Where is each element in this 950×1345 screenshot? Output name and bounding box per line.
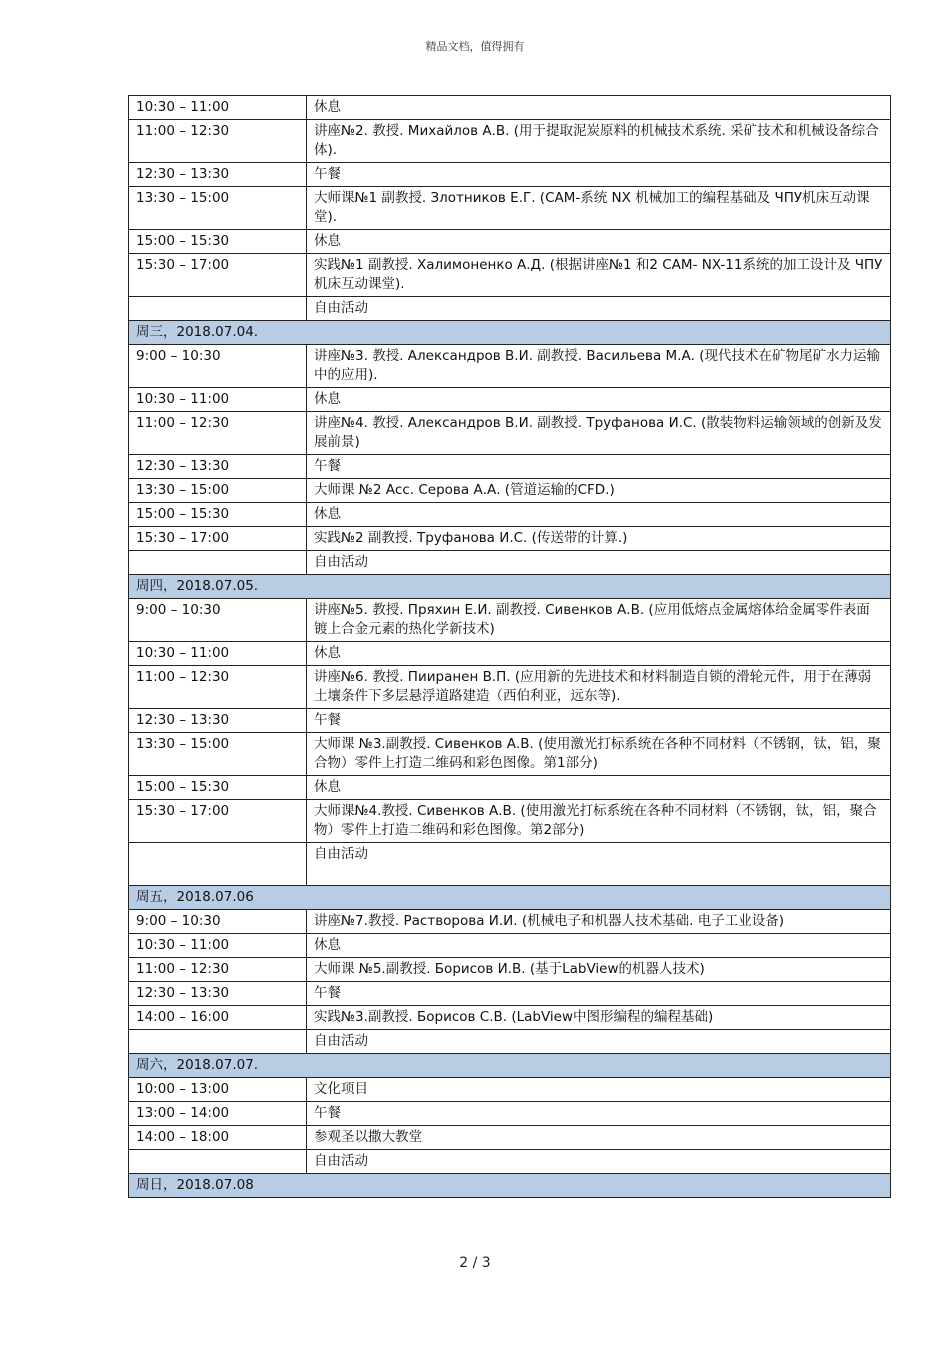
schedule-row xyxy=(129,843,891,886)
day-header-row xyxy=(129,575,891,599)
time-cell: 13:30 – 15:00 xyxy=(129,733,307,776)
activity-cell: 大师课 №3.副教授. Сивенков А.В. (使用激光打标系统在各种不同材料（不锈钢，钛，铝，聚合物）零件上打造二维码和彩色图像。第1部分) xyxy=(307,733,891,776)
schedule-row xyxy=(129,96,891,120)
schedule-row xyxy=(129,163,891,187)
time-cell: 15:00 – 15:30 xyxy=(129,230,307,254)
schedule-table xyxy=(128,95,891,1198)
schedule-row xyxy=(129,642,891,666)
activity-cell: 休息 xyxy=(307,934,891,958)
schedule-row xyxy=(129,982,891,1006)
day-label: 周五，2018.07.06 xyxy=(129,886,891,910)
activity-cell: 午餐 xyxy=(307,455,891,479)
day-header-row xyxy=(129,321,891,345)
time-cell: 15:00 – 15:30 xyxy=(129,503,307,527)
schedule-row xyxy=(129,1150,891,1174)
page-header: 精品文档，值得拥有 xyxy=(425,40,525,53)
schedule-row xyxy=(129,230,891,254)
page-number: 2 / 3 xyxy=(459,1255,491,1271)
schedule-row xyxy=(129,666,891,709)
activity-cell: 大师课№1 副教授. Злотников Е.Г. (CAM-系统 NX 机械加工的编程基础及 ЧПУ机床互动课堂). xyxy=(307,187,891,230)
activity-cell: 休息 xyxy=(307,642,891,666)
schedule-row xyxy=(129,934,891,958)
day-label: 周四，2018.07.05. xyxy=(129,575,891,599)
activity-cell: 讲座№7.教授. Растворова И.И. (机械电子和机器人技术基础. 电子工业设备) xyxy=(307,910,891,934)
activity-cell: 大师课 №5.副教授. Борисов И.В. (基于LabView的机器人技术) xyxy=(307,958,891,982)
schedule-row xyxy=(129,910,891,934)
schedule-row xyxy=(129,455,891,479)
day-header-row xyxy=(129,1054,891,1078)
time-cell xyxy=(129,551,307,575)
time-cell: 12:30 – 13:30 xyxy=(129,709,307,733)
day-label: 周三，2018.07.04. xyxy=(129,321,891,345)
day-label: 周六，2018.07.07. xyxy=(129,1054,891,1078)
activity-cell: 休息 xyxy=(307,230,891,254)
time-cell: 12:30 – 13:30 xyxy=(129,455,307,479)
activity-cell: 自由活动 xyxy=(307,1150,891,1174)
activity-cell: 午餐 xyxy=(307,163,891,187)
schedule-row xyxy=(129,187,891,230)
activity-cell: 讲座№5. 教授. Пряхин Е.И. 副教授. Сивенков А.В. (应用低熔点金属熔体给金属零件表面镀上合金元素的热化学新技术) xyxy=(307,599,891,642)
day-header-row xyxy=(129,1174,891,1198)
time-cell: 13:30 – 15:00 xyxy=(129,479,307,503)
schedule-row xyxy=(129,479,891,503)
activity-cell: 休息 xyxy=(307,776,891,800)
activity-cell: 实践№3.副教授. Борисов С.В. (LabView中图形编程的编程基础) xyxy=(307,1006,891,1030)
activity-cell: 参观圣以撒大教堂 xyxy=(307,1126,891,1150)
activity-cell: 讲座№4. 教授. Александров В.И. 副教授. Труфанова И.С. (散装物料运输领域的创新及发展前景) xyxy=(307,412,891,455)
schedule-row xyxy=(129,709,891,733)
activity-cell: 文化项目 xyxy=(307,1078,891,1102)
schedule-row xyxy=(129,599,891,642)
schedule-row xyxy=(129,527,891,551)
schedule-row xyxy=(129,412,891,455)
activity-cell: 午餐 xyxy=(307,1102,891,1126)
time-cell xyxy=(129,1030,307,1054)
schedule-row xyxy=(129,1006,891,1030)
time-cell: 11:00 – 12:30 xyxy=(129,958,307,982)
time-cell: 9:00 – 10:30 xyxy=(129,910,307,934)
time-cell: 11:00 – 12:30 xyxy=(129,666,307,709)
activity-cell: 自由活动 xyxy=(307,843,891,886)
activity-cell: 休息 xyxy=(307,388,891,412)
schedule-row xyxy=(129,776,891,800)
time-cell: 15:30 – 17:00 xyxy=(129,527,307,551)
schedule-row xyxy=(129,120,891,163)
time-cell: 10:30 – 11:00 xyxy=(129,642,307,666)
schedule-row xyxy=(129,1078,891,1102)
time-cell: 14:00 – 18:00 xyxy=(129,1126,307,1150)
activity-cell: 讲座№6. 教授. Пииранен В.П. (应用新的先进技术和材料制造自锁的滑轮元件，用于在薄弱土壤条件下多层悬浮道路建造（西伯利亚，远东等). xyxy=(307,666,891,709)
activity-cell: 休息 xyxy=(307,503,891,527)
day-header-row xyxy=(129,886,891,910)
activity-cell: 午餐 xyxy=(307,982,891,1006)
schedule-row xyxy=(129,388,891,412)
activity-cell: 午餐 xyxy=(307,709,891,733)
day-label: 周日，2018.07.08 xyxy=(129,1174,891,1198)
time-cell: 14:00 – 16:00 xyxy=(129,1006,307,1030)
time-cell: 9:00 – 10:30 xyxy=(129,345,307,388)
schedule-row xyxy=(129,800,891,843)
schedule-row xyxy=(129,551,891,575)
time-cell: 15:30 – 17:00 xyxy=(129,254,307,297)
time-cell: 10:30 – 11:00 xyxy=(129,934,307,958)
time-cell: 11:00 – 12:30 xyxy=(129,120,307,163)
activity-cell: 实践№1 副教授. Халимоненко А.Д. (根据讲座№1 和2 CAM- NX-11系统的加工设计及 ЧПУ机床互动课堂). xyxy=(307,254,891,297)
time-cell: 9:00 – 10:30 xyxy=(129,599,307,642)
activity-cell: 自由活动 xyxy=(307,1030,891,1054)
schedule-row xyxy=(129,503,891,527)
activity-cell: 自由活动 xyxy=(307,297,891,321)
activity-cell: 讲座№3. 教授. Александров В.И. 副教授. Васильева М.А. (现代技术在矿物尾矿水力运输中的应用). xyxy=(307,345,891,388)
schedule-row xyxy=(129,733,891,776)
time-cell: 15:30 – 17:00 xyxy=(129,800,307,843)
schedule-row xyxy=(129,958,891,982)
time-cell xyxy=(129,1150,307,1174)
time-cell xyxy=(129,843,307,886)
time-cell xyxy=(129,297,307,321)
schedule-row xyxy=(129,1102,891,1126)
time-cell: 13:00 – 14:00 xyxy=(129,1102,307,1126)
activity-cell: 自由活动 xyxy=(307,551,891,575)
time-cell: 10:00 – 13:00 xyxy=(129,1078,307,1102)
schedule-row xyxy=(129,1030,891,1054)
schedule-row xyxy=(129,297,891,321)
activity-cell: 讲座№2. 教授. Михайлов А.В. (用于提取泥炭原料的机械技术系统. 采矿技术和机械设备综合体). xyxy=(307,120,891,163)
activity-cell: 大师课№4.教授. Сивенков А.В. (使用激光打标系统在各种不同材料（不锈钢，钛，铝，聚合物）零件上打造二维码和彩色图像。第2部分) xyxy=(307,800,891,843)
activity-cell: 实践№2 副教授. Труфанова И.С. (传送带的计算.) xyxy=(307,527,891,551)
time-cell: 10:30 – 11:00 xyxy=(129,96,307,120)
time-cell: 12:30 – 13:30 xyxy=(129,982,307,1006)
time-cell: 10:30 – 11:00 xyxy=(129,388,307,412)
activity-cell: 大师课 №2 Асс. Серова А.А. (管道运输的CFD.) xyxy=(307,479,891,503)
time-cell: 11:00 – 12:30 xyxy=(129,412,307,455)
time-cell: 15:00 – 15:30 xyxy=(129,776,307,800)
schedule-row xyxy=(129,1126,891,1150)
activity-cell: 休息 xyxy=(307,96,891,120)
schedule-row xyxy=(129,254,891,297)
time-cell: 12:30 – 13:30 xyxy=(129,163,307,187)
schedule-row xyxy=(129,345,891,388)
time-cell: 13:30 – 15:00 xyxy=(129,187,307,230)
